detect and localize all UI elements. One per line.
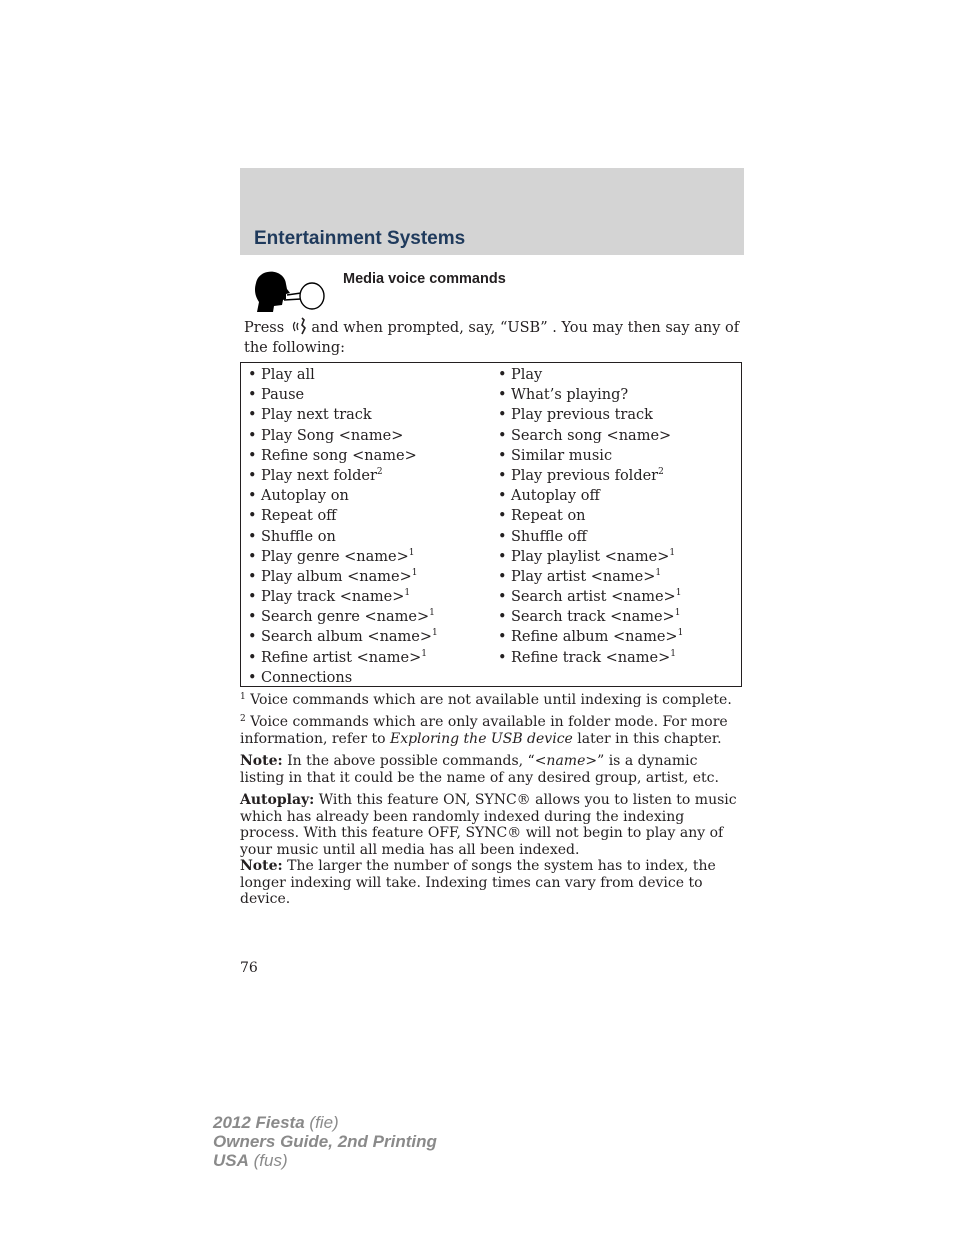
section-title: Entertainment Systems (254, 228, 466, 249)
intro-text-before: Press (244, 320, 285, 336)
usb-device-reference: Exploring the USB device (389, 731, 573, 747)
command-item: • Play previous folder$^2$ (498, 466, 664, 484)
command-item: • Play next folder$^2$ (248, 466, 383, 484)
command-item: • Refine artist <name>$^1$ (248, 648, 427, 666)
command-item: • Search genre <name>$^1$ (248, 608, 435, 626)
command-item: • Play track <name>$^1$ (248, 588, 411, 606)
note-indexing: Note: The larger the number of songs the system has to index, the longer indexing will take. Indexing times can vary from device to device. (240, 858, 716, 907)
note-name-placeholder: Note: In the above possible commands, “<name>” is a dynamic listing in that it could be the name of any desired group, artist, etc. (240, 753, 719, 786)
command-item: • What’s playing? (498, 387, 629, 404)
command-item: • Repeat on (498, 508, 586, 525)
command-item: • Autoplay off (498, 488, 600, 505)
intro-paragraph (244, 317, 744, 358)
voice-command-speaker-icon (254, 270, 326, 312)
command-item: • Play playlist <name>$^1$ (498, 547, 676, 565)
command-item: • Play Song <name> (248, 427, 404, 444)
command-item: • Shuffle off (498, 528, 587, 545)
command-item: • Refine album <name>$^1$ (498, 628, 684, 646)
command-item: • Search track <name>$^1$ (498, 608, 681, 626)
footnote-2: $^2$ Voice commands which are only available in folder mode. For more information, refer to Exploring the USB device later in this chapter. (240, 714, 728, 747)
command-item: • Repeat off (248, 508, 337, 525)
voice-button-icon (289, 317, 307, 335)
command-item: • Shuffle on (248, 528, 336, 545)
command-item: • Play all (248, 367, 315, 383)
command-item: • Refine song <name> (248, 447, 417, 464)
command-item: • Play album <name>$^1$ (248, 567, 418, 585)
command-item: • Connections (248, 669, 353, 686)
command-item: • Search album <name>$^1$ (248, 628, 438, 646)
autoplay-paragraph: Autoplay: With this feature ON, SYNC® allows you to listen to music which has already been randomly indexed during the indexing process. With this feature OFF, SYNC® will not begin to play any of your music until all media has all been indexed. (240, 792, 737, 858)
command-item: • Play (498, 367, 543, 383)
command-item: • Play previous track (498, 407, 653, 424)
subheading: Media voice commands (343, 271, 506, 287)
command-item: • Autoplay on (248, 488, 349, 505)
commands-left-column (248, 365, 438, 688)
command-item: • Search artist <name>$^1$ (498, 588, 682, 606)
footnote-1: $^1$ Voice commands which are not available until indexing is complete. (240, 692, 732, 708)
command-item: • Play next track (248, 407, 372, 424)
page-number: 76 (240, 960, 258, 976)
document-footer: 2012 Fiesta (fie) Owners Guide, 2nd Printing USA (fus) (213, 1113, 437, 1170)
command-item: • Similar music (498, 447, 613, 464)
command-item: • Play genre <name>$^1$ (248, 547, 415, 565)
voice-commands-table (240, 362, 742, 687)
command-item: • Search song <name> (498, 427, 672, 444)
commands-right-column (498, 365, 683, 668)
command-item: • Play artist <name>$^1$ (498, 567, 662, 585)
intro-text-after: and when prompted, say, “USB” . You may then say any of the following: (244, 320, 740, 356)
command-item: • Pause (248, 387, 305, 404)
command-item: • Refine track <name>$^1$ (498, 648, 676, 666)
